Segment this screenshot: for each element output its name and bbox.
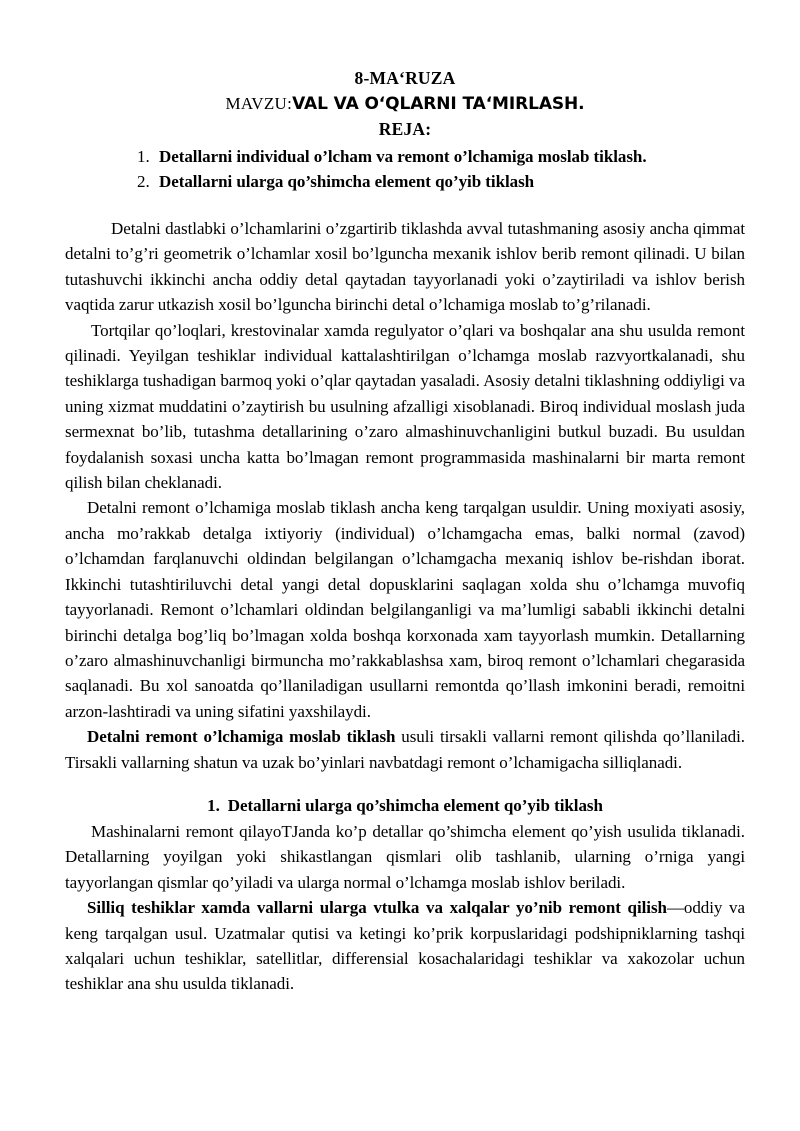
plan-list xyxy=(65,144,745,194)
list-item-number: 1. xyxy=(137,147,150,166)
paragraph-4-text: usuli tirsakli vallarni remont qilishda qo’llaniladi. Tirsakli vallarning shatun va uzak bo’yinlari navbatdagi remont o’lchamigacha silliqlanadi. xyxy=(65,727,745,772)
list-item-label: Detallarni individual o’lcham va remont o’lchamiga moslab tiklash. xyxy=(159,147,647,166)
section-heading-label: Detallarni ularga qo’shimcha element qo’yib tiklash xyxy=(227,795,603,815)
paragraph-2: Tortqilar qo’loqlari, krestovinalar xamda regulyator o’qlari va boshqalar ana shu usulda remont qilinadi. Yeyilgan teshiklar individual kattalashtirilgan o’lchamga moslab razvyortkalanadi, shu teshiklarga tushadigan barmoq yoki o’qlar qaytadan yasaladi. Asosiy detalni tiklashning oddiyligi va uning xizmat muddatini o’zaytirish bu usulning afzalligi xisoblanadi. Biroq individual moslash juda sermexnat bo’lib, tutashma detallarining o’zaro almashinuvchanligini butkul buzadi. Bu usuldan foydalanish soxasi uncha katta bo’lmagan remont programmasida mashinalarni bir marta remont qilish bilan cheklanadi. xyxy=(65,320,745,493)
list-item-number: 2. xyxy=(137,172,150,191)
plan-label: REJA: xyxy=(378,119,432,139)
paragraph-4-emphasis: Detalni remont o’lchamiga moslab tiklash xyxy=(87,727,396,747)
paragraph-3: Detalni remont o’lchamiga moslab tiklash ancha keng tarqalgan usuldir. Uning moxiyati asosiy, ancha mo’rakkab detalga ixtiyoriy (individual) o’lchamgacha emas, balki normal (zavod) o’lchamdan farqlanuvchi oldindan belgilangan o’lchamgacha mexaniq ishlov be-rishdan iborat. Ikkinchi tutashtiriluvchi detal yangi detal dopusklarini saqlagan xolda shu o’lchamga muvofiq tayyorlanadi. Remont o’lchamlari oldindan belgilanganligi va ma’lumligi sababli ikkinchi detalni birinchi detalga bog’liq bo’lmagan xolda boshqa korxonada xam tayyorlash mumkin. Detallarning o’zaro almashinuvchanligi birmuncha mo’rakkablashsa xam, biroq remont o’lchamlari chegarasida saqlanadi. Bu xol sanoatda qo’llaniladigan usullarni remontda qo’llash imkonini beradi, remoitni arzon-lashtiradi va uning sifatini yaxshilaydi. xyxy=(65,498,745,721)
page-title: 8-MA‘RUZA xyxy=(354,68,456,88)
list-item xyxy=(65,144,745,169)
paragraph-4 xyxy=(65,724,745,775)
paragraph-6-emphasis: Silliq teshiklar xamda vallarni ularga vtulka va xalqalar yo’nib remont qilish xyxy=(87,898,667,918)
section-heading-number: 1. xyxy=(207,795,220,815)
subject-value: VAL VA O‘QLARNI TA‘MIRLASH. xyxy=(292,94,585,114)
paragraph-6-text: —oddiy va keng tarqalgan usul. Uzatmalar qutisi va ketingi ko’prik korpuslaridagi podshipniklarning tashqi xalqalari uchun teshiklar, satellitlar, differensial kosachalaridagi teshiklar va xakozolar uchun teshiklar ana shu usulda tiklanadi. xyxy=(65,898,745,994)
paragraph-5: Mashinalarni remont qilayoTJanda ko’p detallar qo’shimcha element qo’yish usulida tiklanadi. Detallarning yoyilgan yoki shikastlangan qismlari olib tashlanib, ularning o’rniga yangi tayyorlangan qismlar qo’yiladi va ularga normal o’lchamga moslab ishlov beriladi. xyxy=(65,821,745,892)
list-item-label: Detallarni ularga qo’shimcha element qo’yib tiklash xyxy=(159,172,535,191)
paragraph-1: Detalni dastlabki o’lchamlarini o’zgartirib tiklashda avval tutashmaning asosiy ancha qimmat detalni to’g’ri geometrik o’lchamlar xosil bo’lguncha mexanik ishlov berib remont qilinadi. U bilan tutashuvchi ikkinchi ancha oddiy detal qaytadan tayyorlanadi yoki o’zaytiriladi va ishlov berish vaqtida zarur utkazish xosil bo’lguncha birinchi detal o’lchamiga moslab to’g’rilanadi. xyxy=(65,219,745,315)
subject-label: MAVZU: xyxy=(225,94,293,113)
paragraph-6 xyxy=(65,895,745,997)
section-heading xyxy=(65,793,745,818)
list-item xyxy=(65,169,745,194)
spacer xyxy=(65,194,745,216)
subject-line xyxy=(65,91,745,116)
